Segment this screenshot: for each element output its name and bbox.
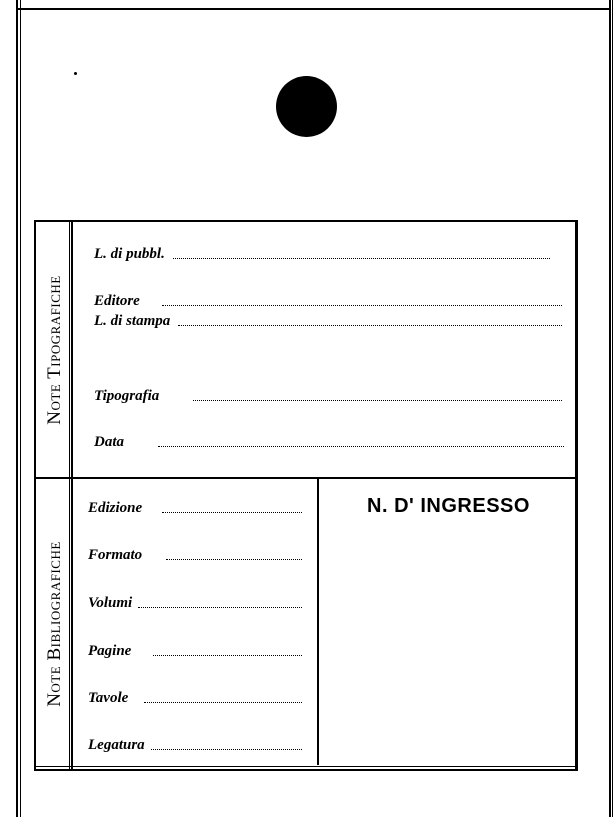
field-line: [173, 258, 550, 259]
column-divider: [317, 479, 319, 765]
field-data[interactable]: [94, 434, 564, 451]
page-edge-left: [16, 0, 21, 817]
field-pagine[interactable]: [88, 643, 302, 660]
card-bottom-rule: [36, 766, 575, 767]
catalog-card: [34, 220, 578, 771]
page-edge-right: [609, 0, 613, 817]
field-label: Tavole: [88, 690, 129, 706]
field-label: Tipografia: [94, 388, 160, 404]
field-line: [166, 559, 302, 560]
field-label: Legatura: [88, 737, 145, 753]
field-line: [144, 702, 302, 703]
field-line: [193, 400, 562, 401]
field-tipografia[interactable]: [94, 388, 562, 405]
field-editore[interactable]: [94, 293, 562, 310]
field-line: [162, 512, 302, 513]
tipografiche-side: [36, 222, 76, 477]
field-label: Data: [94, 434, 124, 450]
field-line: [178, 325, 562, 326]
field-line: [153, 655, 302, 656]
field-label: Edizione: [88, 500, 143, 516]
tipografiche-side-rule: [69, 222, 73, 477]
field-line: [151, 749, 302, 750]
speck: [74, 72, 77, 75]
top-rule: [18, 8, 611, 10]
tipografiche-title: Note Tipografiche: [44, 274, 65, 425]
field-label: Formato: [88, 547, 143, 563]
bibliografiche-side: [36, 479, 76, 769]
field-tavole[interactable]: [88, 690, 302, 707]
l-di-stampa[interactable]: [94, 313, 562, 330]
bibliografiche-title: Note Bibliografiche: [44, 541, 65, 707]
field-line: [138, 607, 302, 608]
punch-hole: [276, 76, 337, 137]
field-luogo-pubblicazione[interactable]: [94, 246, 550, 263]
field-volumi[interactable]: [88, 595, 302, 612]
field-edizione[interactable]: [88, 500, 302, 517]
field-label: Volumi: [88, 595, 133, 611]
field-formato[interactable]: [88, 547, 302, 564]
field-legatura[interactable]: [88, 737, 302, 754]
numero-ingresso-label: N. D' INGRESSO: [367, 495, 530, 517]
field-label: L. di pubbl.: [94, 246, 165, 262]
bibliografiche-side-rule: [69, 479, 73, 769]
section-divider: [36, 477, 575, 479]
field-line: [158, 446, 564, 447]
field-line: [162, 305, 562, 306]
field-label: L. di stampa: [94, 313, 171, 329]
field-label: Editore: [94, 293, 140, 309]
field-label: Pagine: [88, 643, 132, 659]
